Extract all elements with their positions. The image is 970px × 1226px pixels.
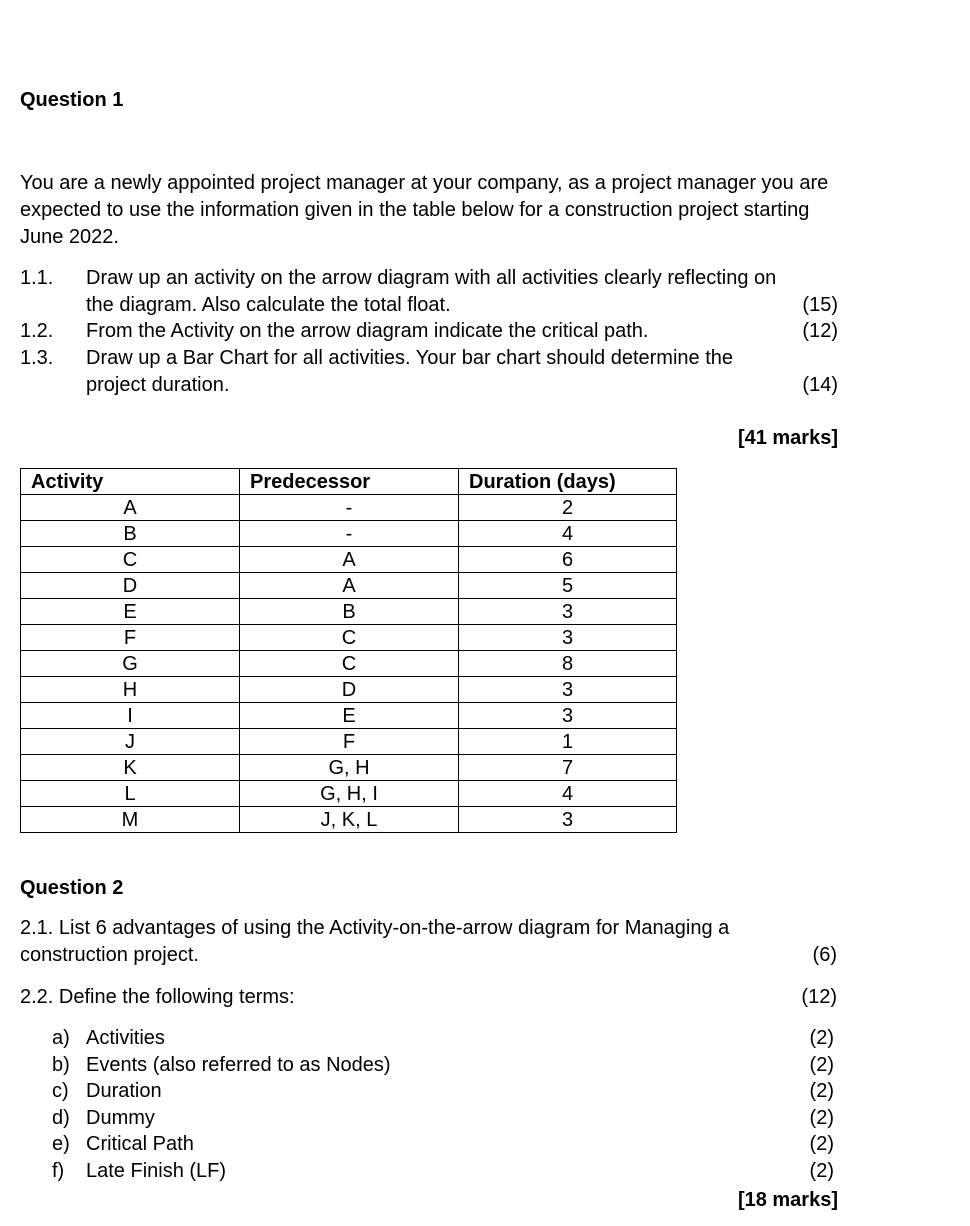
duration-cell: 4 (459, 781, 677, 807)
item-text: 2.2. Define the following terms: (20, 986, 295, 1008)
activity-cell: M (21, 807, 240, 833)
predecessor-cell: B (240, 599, 459, 625)
table-row (21, 677, 677, 703)
column-header-activity: Activity (21, 469, 240, 495)
item-letter: b) (52, 1053, 70, 1076)
predecessor-cell: F (240, 729, 459, 755)
item-text-line1: Draw up an activity on the arrow diagram with all activities clearly reflecting on (86, 267, 777, 289)
item-label: Events (also referred to as Nodes) (86, 1053, 391, 1076)
item-text-line2-text: project duration. (86, 373, 230, 396)
activity-cell: I (21, 703, 240, 729)
predecessor-cell: G, H, I (240, 781, 459, 807)
table-row (21, 495, 677, 521)
activity-cell: H (21, 677, 240, 703)
question-item-2-1-line2 (20, 942, 837, 969)
list-item (52, 1052, 834, 1079)
duration-cell: 3 (459, 677, 677, 703)
table-row (21, 807, 677, 833)
duration-cell: 3 (459, 703, 677, 729)
list-item (52, 1158, 834, 1185)
table-row (21, 521, 677, 547)
question-1-title: Question 1 (20, 89, 124, 111)
item-label: Critical Path (86, 1133, 194, 1155)
question-item-1-2 (20, 318, 838, 345)
duration-cell: 8 (459, 651, 677, 677)
activity-table (20, 468, 677, 833)
predecessor-cell: E (240, 703, 459, 729)
duration-cell: 3 (459, 625, 677, 651)
duration-cell: 5 (459, 573, 677, 599)
table-row (21, 651, 677, 677)
item-marks: (2) (809, 1133, 834, 1155)
question-1-total-marks: [41 marks] (737, 427, 838, 449)
duration-cell: 3 (459, 599, 677, 625)
activity-cell: L (21, 781, 240, 807)
list-item (52, 1131, 834, 1158)
activity-cell: E (21, 599, 240, 625)
question-item-2-2 (20, 984, 837, 1011)
duration-cell: 1 (459, 729, 677, 755)
item-letter: e) (52, 1133, 70, 1155)
item-text-line2 (86, 292, 838, 319)
activity-cell: B (21, 521, 240, 547)
item-marks: (2) (809, 1159, 834, 1182)
table-row (21, 729, 677, 755)
table-header-row (21, 469, 677, 495)
activity-cell: J (21, 729, 240, 755)
table-row (21, 755, 677, 781)
predecessor-cell: A (240, 547, 459, 573)
item-marks: (2) (809, 1080, 834, 1102)
table-row (21, 547, 677, 573)
duration-cell: 3 (459, 807, 677, 833)
question-1-intro: You are a newly appointed project manager at your company, as a project manager you are expected to use the information given in the table below for a construction project starting June 2022. (20, 172, 829, 248)
item-text-line2-text: the diagram. Also calculate the total float. (86, 293, 451, 316)
item-letter: c) (52, 1080, 69, 1102)
table-row (21, 573, 677, 599)
item-text: 2.1. List 6 advantages of using the Activity-on-the-arrow diagram for Managing a (20, 917, 730, 939)
predecessor-cell: D (240, 677, 459, 703)
activity-cell: C (21, 547, 240, 573)
duration-cell: 2 (459, 495, 677, 521)
question-item-2-1-line1 (20, 915, 837, 942)
list-item (52, 1105, 834, 1132)
item-marks: (2) (809, 1027, 834, 1049)
item-number: 1.1. (20, 267, 54, 289)
duration-cell: 7 (459, 755, 677, 781)
question-item-1-3 (20, 345, 838, 398)
item-number: 1.3. (20, 347, 54, 369)
item-label: Activities (86, 1027, 165, 1049)
item-letter: a) (52, 1027, 70, 1049)
question-2-title: Question 2 (20, 877, 124, 899)
predecessor-cell: A (240, 573, 459, 599)
activity-cell: A (21, 495, 240, 521)
column-header-predecessor: Predecessor (240, 469, 459, 495)
item-marks: (12) (801, 986, 837, 1008)
item-marks: (15) (802, 293, 838, 316)
question-item-1-1 (20, 265, 838, 318)
list-item (52, 1078, 834, 1105)
duration-cell: 6 (459, 547, 677, 573)
table-row (21, 599, 677, 625)
item-letter: f) (52, 1159, 65, 1182)
predecessor-cell: J, K, L (240, 807, 459, 833)
item-text-line1-text: From the Activity on the arrow diagram indicate the critical path. (86, 320, 649, 342)
item-marks: (2) (809, 1106, 834, 1129)
table-row (21, 703, 677, 729)
predecessor-cell: - (240, 521, 459, 547)
activity-cell: F (21, 625, 240, 651)
predecessor-cell: C (240, 651, 459, 677)
terms-list (52, 1025, 834, 1184)
item-letter: d) (52, 1106, 70, 1129)
predecessor-cell: C (240, 625, 459, 651)
item-label: Late Finish (LF) (86, 1159, 227, 1182)
table-row (21, 625, 677, 651)
item-text-line1 (86, 318, 838, 345)
item-text: construction project. (20, 944, 199, 966)
table-row (21, 781, 677, 807)
item-text-line1: Draw up a Bar Chart for all activities. Your bar chart should determine the (86, 347, 733, 369)
predecessor-cell: G, H (240, 755, 459, 781)
item-label: Dummy (86, 1106, 155, 1129)
activity-cell: K (21, 755, 240, 781)
column-header-duration: Duration (days) (459, 469, 677, 495)
item-label: Duration (86, 1080, 162, 1102)
item-marks: (2) (809, 1053, 834, 1076)
item-marks: (6) (812, 944, 837, 966)
predecessor-cell: - (240, 495, 459, 521)
activity-cell: D (21, 573, 240, 599)
list-item (52, 1025, 834, 1052)
activity-cell: G (21, 651, 240, 677)
question-2-total-marks: [18 marks] (737, 1189, 838, 1211)
duration-cell: 4 (459, 521, 677, 547)
item-number: 1.2. (20, 320, 54, 342)
item-marks: (14) (802, 373, 838, 396)
item-marks: (12) (802, 320, 838, 342)
item-text-line2 (86, 372, 838, 399)
